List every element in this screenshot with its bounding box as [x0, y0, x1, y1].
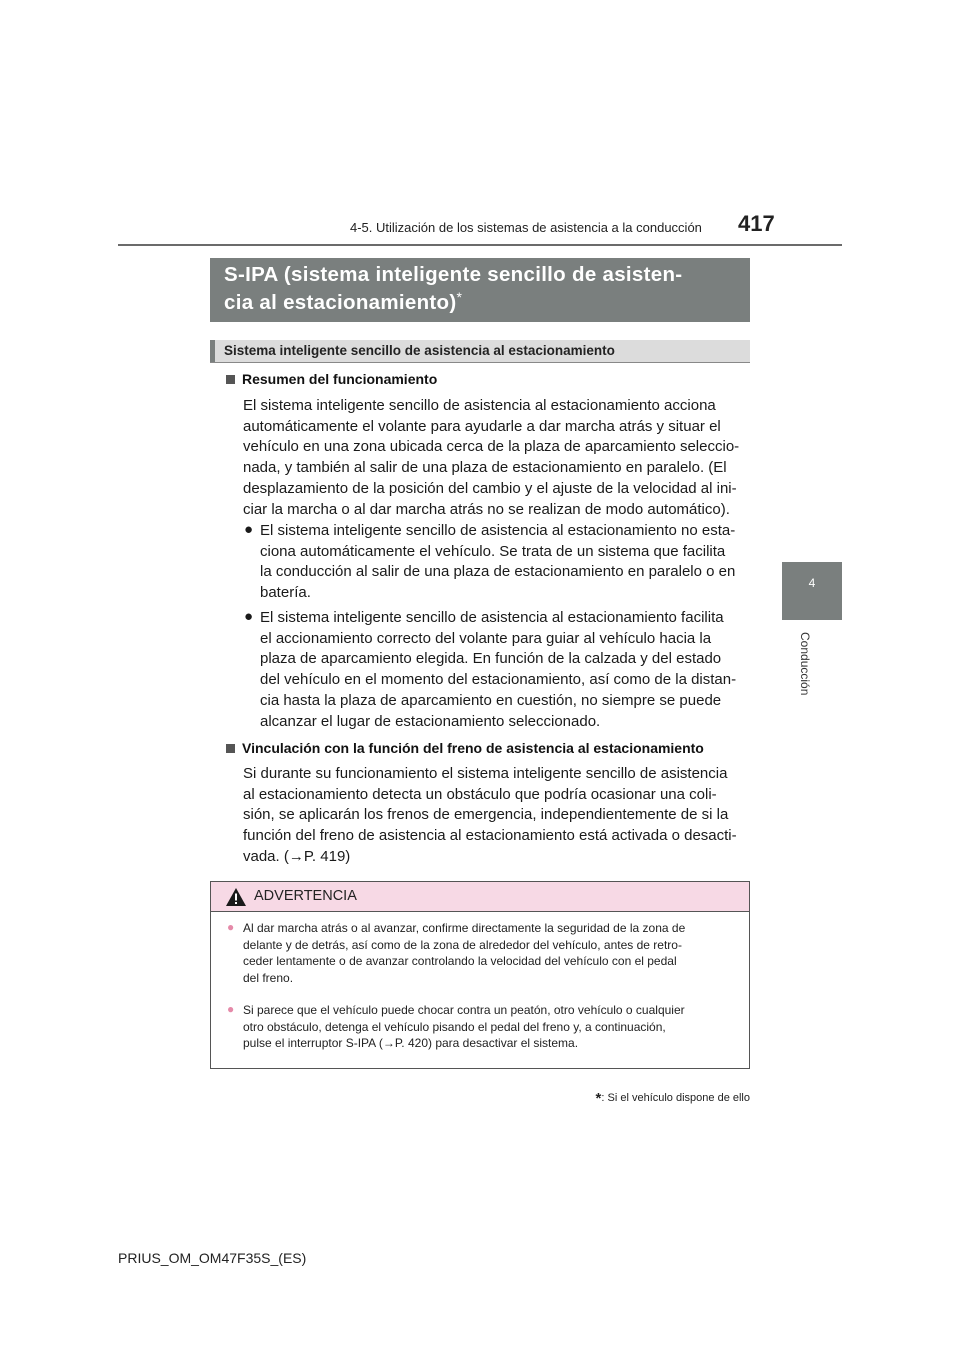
text-line: Si durante su funcionamiento el sistema inteligente sencillo de asistencia: [243, 765, 728, 782]
chapter-tab: [782, 562, 842, 620]
text-line: al estacionamiento detecta un obstáculo que podría ocasionar una coli-: [243, 785, 717, 803]
warning-text-1: [243, 920, 749, 986]
footnote-text: : Si el vehículo dispone de ello: [601, 1092, 750, 1104]
text-line: ciona automáticamente el vehículo. Se trata de un sistema que facilita: [260, 542, 726, 560]
bullet-paragraph-2: [260, 608, 744, 732]
text-line: Si parece que el vehículo puede chocar contra un peatón, otro vehículo o cualquier: [243, 1003, 685, 1017]
text-line: batería.: [260, 584, 311, 602]
bullet-dot-icon: ●: [244, 521, 254, 538]
footnote-marker: *: [595, 1090, 602, 1107]
bullet-paragraph-1: [260, 521, 744, 604]
text-line: la conducción al salir de una plaza de estacionamiento en paralelo o en: [260, 563, 736, 581]
text-line: función del freno de asistencia al estacionamiento está activada o desacti-: [243, 827, 737, 845]
text-line: ceder lentamente o de avanzar controlando la velocidad del vehículo con el pedal: [243, 954, 677, 968]
header-divider: [118, 244, 842, 246]
subsection-header-accent: [210, 340, 215, 362]
text-line: delante y de detrás, así como de la zona de alrededor del vehículo, antes de retro-: [243, 937, 682, 952]
warning-triangle-icon: [225, 887, 247, 907]
text-line: vada. (→P. 419): [243, 847, 351, 865]
text-line: el accionamiento correcto del volante para guiar al vehículo hacia la: [260, 629, 712, 647]
section-heading-text: Vinculación con la función del freno de asistencia al estacionamiento: [242, 740, 704, 756]
footnote: [548, 1088, 750, 1105]
section-title-line2-wrap: [224, 291, 462, 315]
text-line: del vehículo en el momento del estacionamiento, así como de la distan-: [260, 671, 737, 689]
text-line: El sistema inteligente sencillo de asistencia al estacionamiento no esta-: [260, 522, 736, 539]
section-title-banner: [210, 258, 750, 322]
chapter-number: 4: [808, 576, 816, 590]
text-line: El sistema inteligente sencillo de asistencia al estacionamiento acciona: [243, 397, 716, 414]
warning-bullet-icon: ●: [227, 1002, 235, 1016]
page-number: 417: [738, 211, 775, 236]
section-title-line2: cia al estacionamiento): [224, 291, 457, 314]
text-line: cia hasta la plaza de aparcamiento en cuestión, no siempre se puede: [260, 691, 722, 709]
text-line: El sistema inteligente sencillo de asistencia al estacionamiento facilita: [260, 609, 724, 626]
warning-box: [210, 881, 750, 1069]
subsection-header: [210, 340, 750, 363]
text-line: desplazamiento de la posición del cambio y el ajuste de la velocidad al ini-: [243, 479, 737, 497]
text-line: Al dar marcha atrás o al avanzar, confirme directamente la seguridad de la zona de: [243, 921, 686, 935]
section-title-line1: S-IPA (sistema inteligente sencillo de asisten-: [224, 263, 683, 286]
subsection-header-text: Sistema inteligente sencillo de asistencia al estacionamiento: [224, 343, 615, 358]
overview-paragraph: [243, 396, 744, 520]
text-line: alcanzar el lugar de estacionamiento seleccionado.: [260, 712, 601, 730]
asterisk-marker: *: [456, 289, 463, 305]
text-line: automáticamente el volante para ayudarle a dar marcha atrás y situar el: [243, 417, 721, 435]
text-line: otro obstáculo, detenga el vehículo pisando el pedal del freno y, a continuación,: [243, 1019, 666, 1034]
text-line: ciar la marcha o al dar marcha atrás no se realizan de modo automático).: [243, 500, 730, 518]
bullet-dot-icon: ●: [244, 608, 254, 625]
chapter-label-text: Conducción: [798, 632, 812, 696]
square-bullet-icon: [226, 375, 235, 384]
text-line: plaza de aparcamiento elegida. En función de la calzada y del estado: [260, 650, 722, 668]
warning-title: ADVERTENCIA: [254, 888, 357, 904]
warning-header: [211, 882, 749, 912]
text-line: pulse el interruptor S-IPA (→P. 420) para desactivar el sistema.: [243, 1036, 579, 1050]
text-line: nada, y también al salir de una plaza de estacionamiento en paralelo. (El: [243, 459, 727, 477]
section-heading-brake-link: [226, 740, 704, 756]
text-line: del freno.: [243, 970, 294, 985]
text-line: sión, se aplicarán los frenos de emergencia, independientemente de si la: [243, 806, 729, 824]
running-header: 4-5. Utilización de los sistemas de asistencia a la conducción: [350, 220, 702, 235]
brake-link-paragraph: [243, 764, 744, 868]
chapter-label: [776, 632, 836, 732]
warning-bullet-icon: ●: [227, 920, 235, 934]
text-line: vehículo en una zona ubicada cerca de la plaza de aparcamiento seleccio-: [243, 438, 740, 456]
square-bullet-icon: [226, 744, 235, 753]
section-heading-text: Resumen del funcionamiento: [242, 371, 438, 387]
document-id: PRIUS_OM_OM47F35S_(ES): [118, 1250, 307, 1266]
section-heading-overview: [226, 371, 437, 387]
warning-text-2: [243, 1002, 749, 1052]
